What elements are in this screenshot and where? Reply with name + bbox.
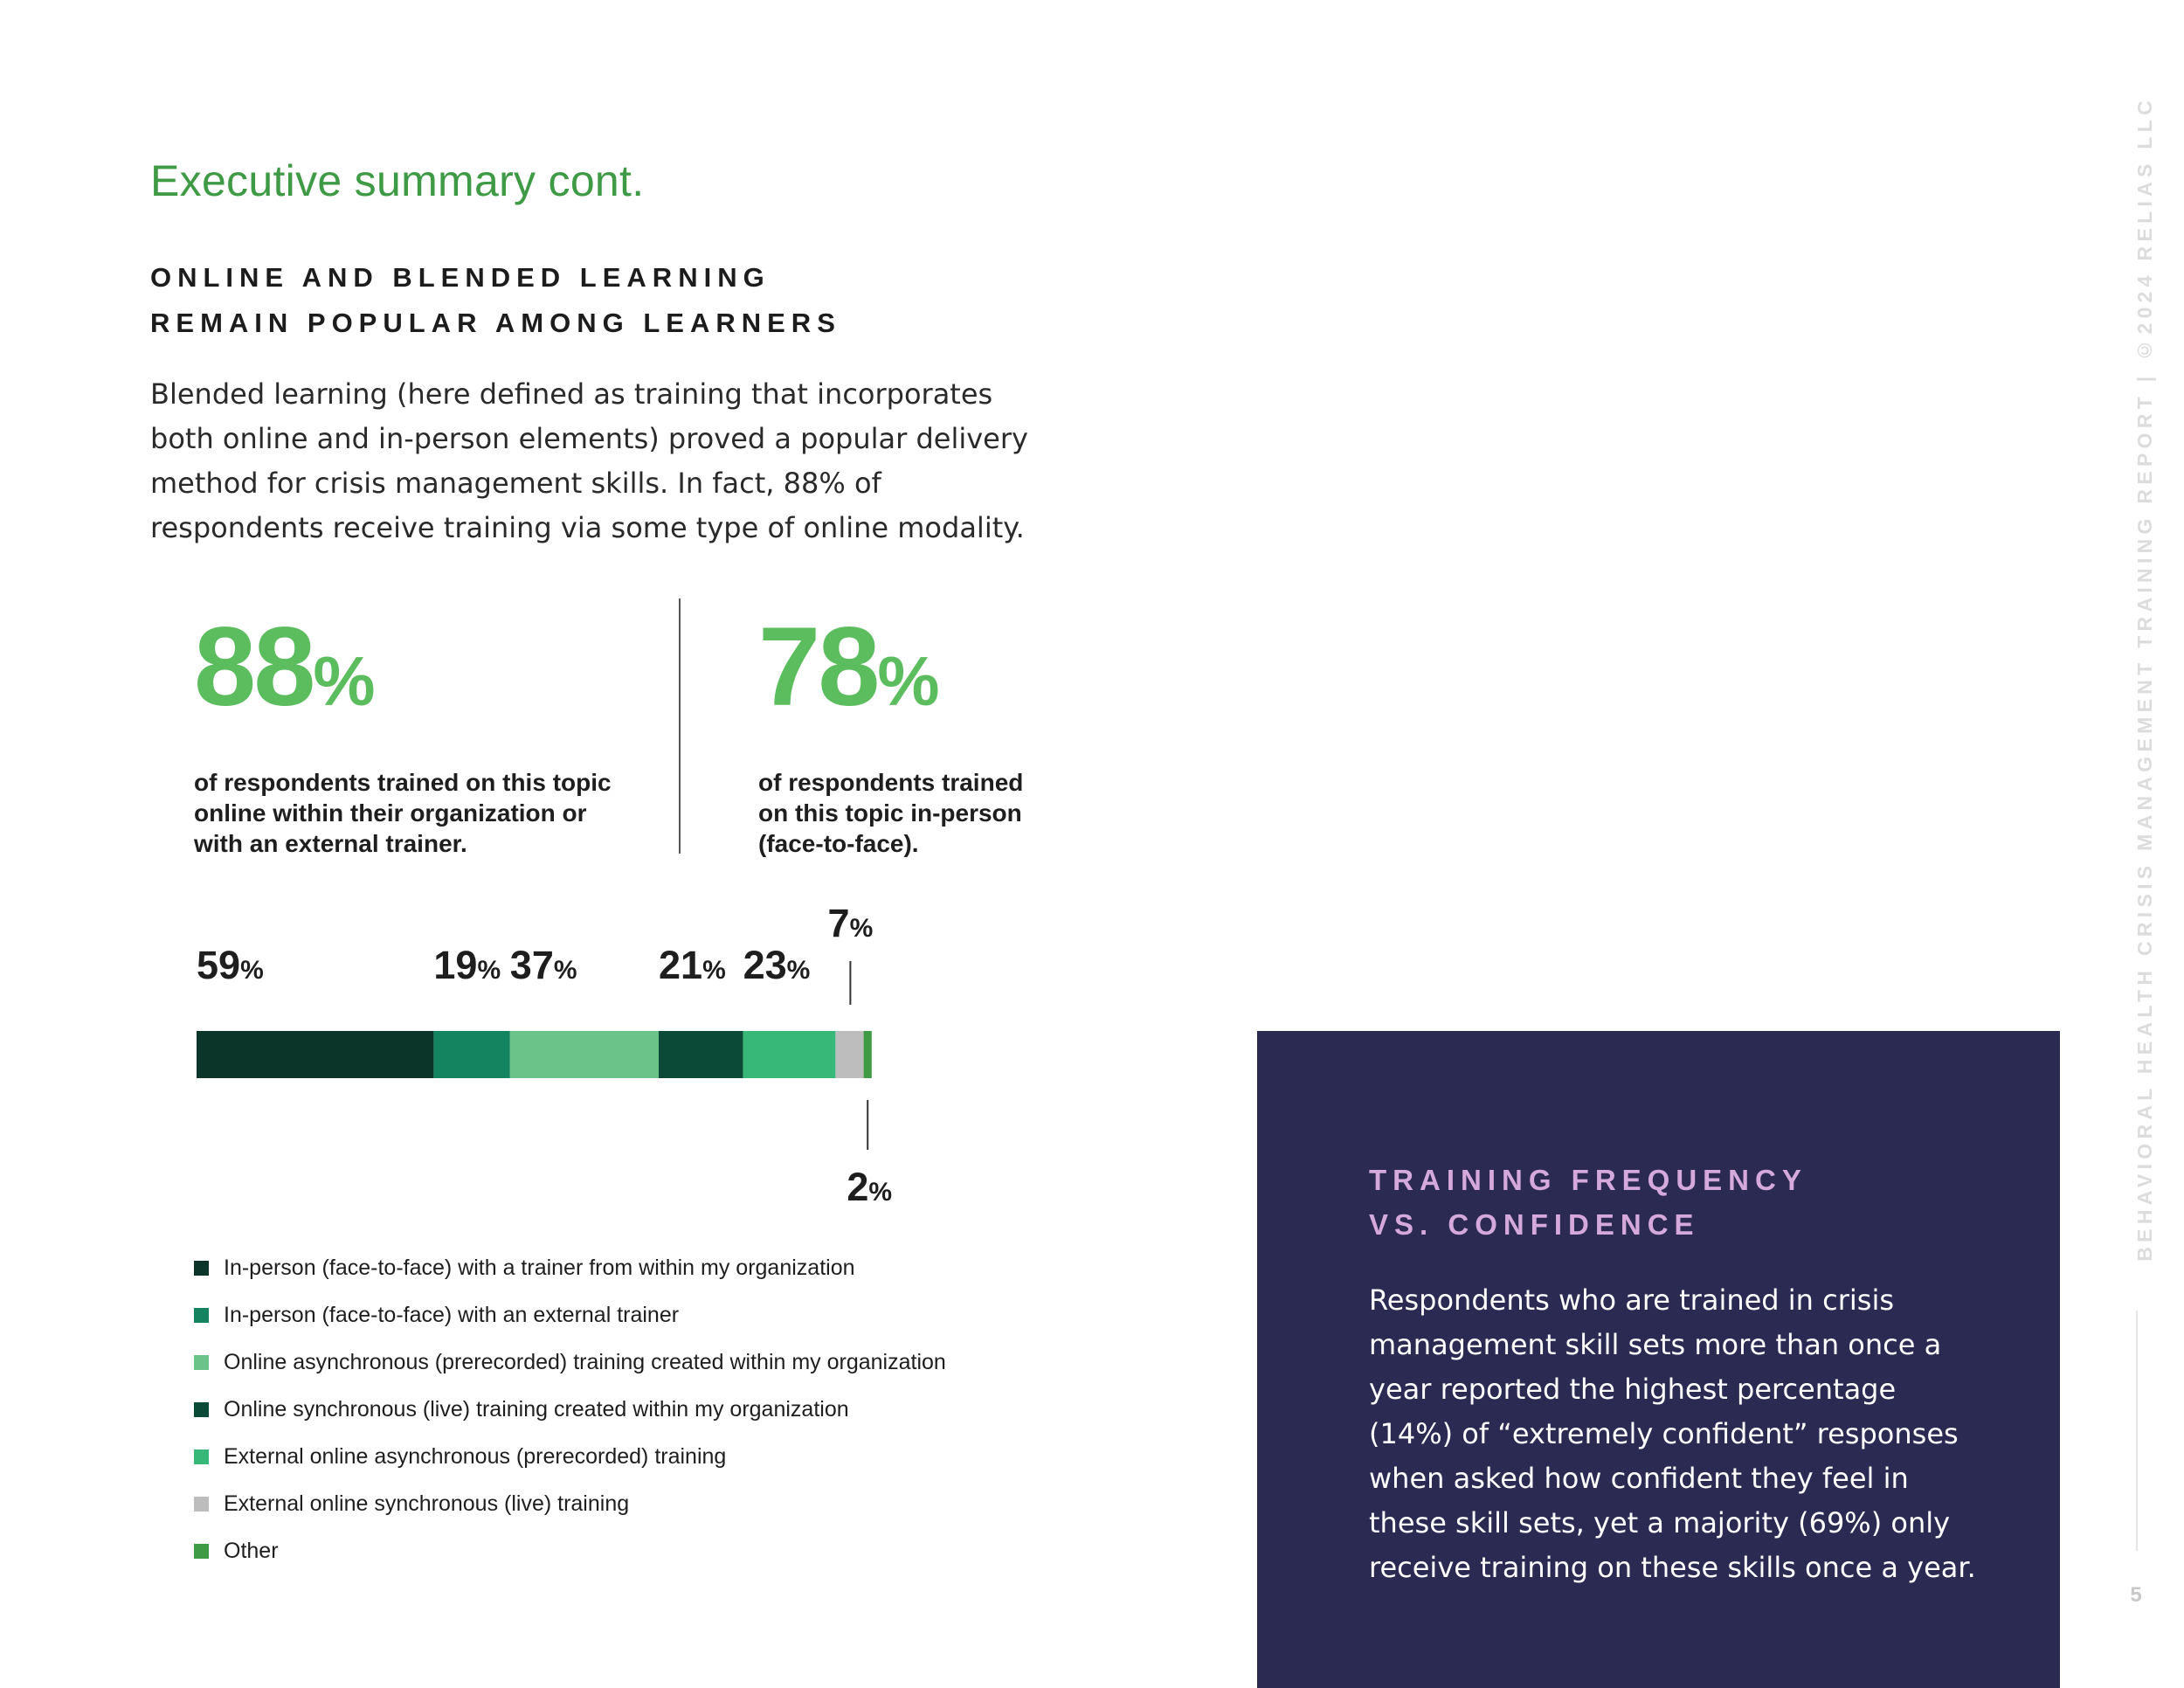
panel-heading xyxy=(1369,1158,1807,1247)
legend-item xyxy=(194,1244,946,1291)
page-number: 5 xyxy=(2130,1583,2142,1607)
data-label: 21% xyxy=(659,943,726,987)
legend-swatch xyxy=(194,1544,209,1559)
legend-swatch xyxy=(194,1449,209,1464)
legend-item xyxy=(194,1386,946,1433)
bar-segment xyxy=(197,1031,433,1078)
data-label: 7% xyxy=(827,901,874,945)
running-title: BEHAVIORAL HEALTH CRISIS MANAGEMENT TRAINING REPORT | ©2024 RELIAS LLC xyxy=(2133,96,2156,1262)
panel-body: Respondents who are trained in crisis management skill sets more than once a year reported the highest percentage (14%) of “extremely confident” responses when asked how confident they feel in these skill sets, yet a majority (69%) only receive training on these skills once a year. xyxy=(1369,1283,1976,1584)
bar-segment xyxy=(835,1031,863,1078)
data-label: 19% xyxy=(433,943,501,987)
training-modality-chart xyxy=(0,0,1136,1241)
legend-item xyxy=(194,1291,946,1339)
stat-in-person-number: 78 xyxy=(758,605,878,730)
footer-rule xyxy=(2136,1311,2138,1551)
legend-swatch xyxy=(194,1355,209,1370)
data-label: 2% xyxy=(847,1165,893,1209)
training-frequency-panel xyxy=(1257,1031,2060,1688)
section-heading-line: ONLINE AND BLENDED LEARNING xyxy=(150,262,771,293)
legend-label: Online asynchronous (prerecorded) training created within my organization xyxy=(224,1349,946,1374)
legend-item xyxy=(194,1480,946,1527)
panel-heading-line: VS. CONFIDENCE xyxy=(1369,1208,1700,1241)
panel-heading-line: TRAINING FREQUENCY xyxy=(1369,1164,1807,1196)
stat-in-person-description: of respondents trained on this topic in-person (face-to-face). xyxy=(758,769,1024,857)
legend-label: In-person (face-to-face) with a trainer from within my organization xyxy=(224,1255,855,1280)
section-heading-line: REMAIN POPULAR AMONG LEARNERS xyxy=(150,308,841,338)
bar-segment xyxy=(659,1031,743,1078)
stat-in-person-unit: % xyxy=(877,642,940,720)
page-title: Executive summary cont. xyxy=(150,156,645,205)
chart-legend xyxy=(194,1244,946,1574)
stat-online-unit: % xyxy=(313,642,376,720)
legend-item xyxy=(194,1433,946,1480)
legend-label: Online synchronous (live) training created within my organization xyxy=(224,1396,849,1422)
legend-label: External online synchronous (live) training xyxy=(224,1491,630,1516)
bar-segment xyxy=(510,1031,659,1078)
intro-paragraph: Blended learning (here defined as training that incorporates both online and in-person elements) proved a popular delivery method for crisis management skills. In fact, 88% of respondents receive training via some type of online modality. xyxy=(150,377,1028,544)
stat-online-number: 88 xyxy=(194,605,314,730)
legend-label: External online asynchronous (prerecorded) training xyxy=(224,1443,727,1469)
legend-swatch xyxy=(194,1261,209,1276)
data-label: 37% xyxy=(509,943,577,987)
bar-segment xyxy=(743,1031,836,1078)
data-label: 23% xyxy=(743,943,811,987)
stat-online-description: of respondents trained on this topic online within their organization or with an external trainer. xyxy=(194,769,612,857)
data-label: 59% xyxy=(197,943,264,987)
legend-label: Other xyxy=(224,1538,279,1563)
legend-item xyxy=(194,1527,946,1574)
bar-segment xyxy=(864,1031,872,1078)
legend-item xyxy=(194,1339,946,1386)
legend-swatch xyxy=(194,1402,209,1417)
bar-segment xyxy=(433,1031,509,1078)
legend-label: In-person (face-to-face) with an external trainer xyxy=(224,1302,680,1327)
legend-swatch xyxy=(194,1308,209,1323)
legend-swatch xyxy=(194,1497,209,1512)
